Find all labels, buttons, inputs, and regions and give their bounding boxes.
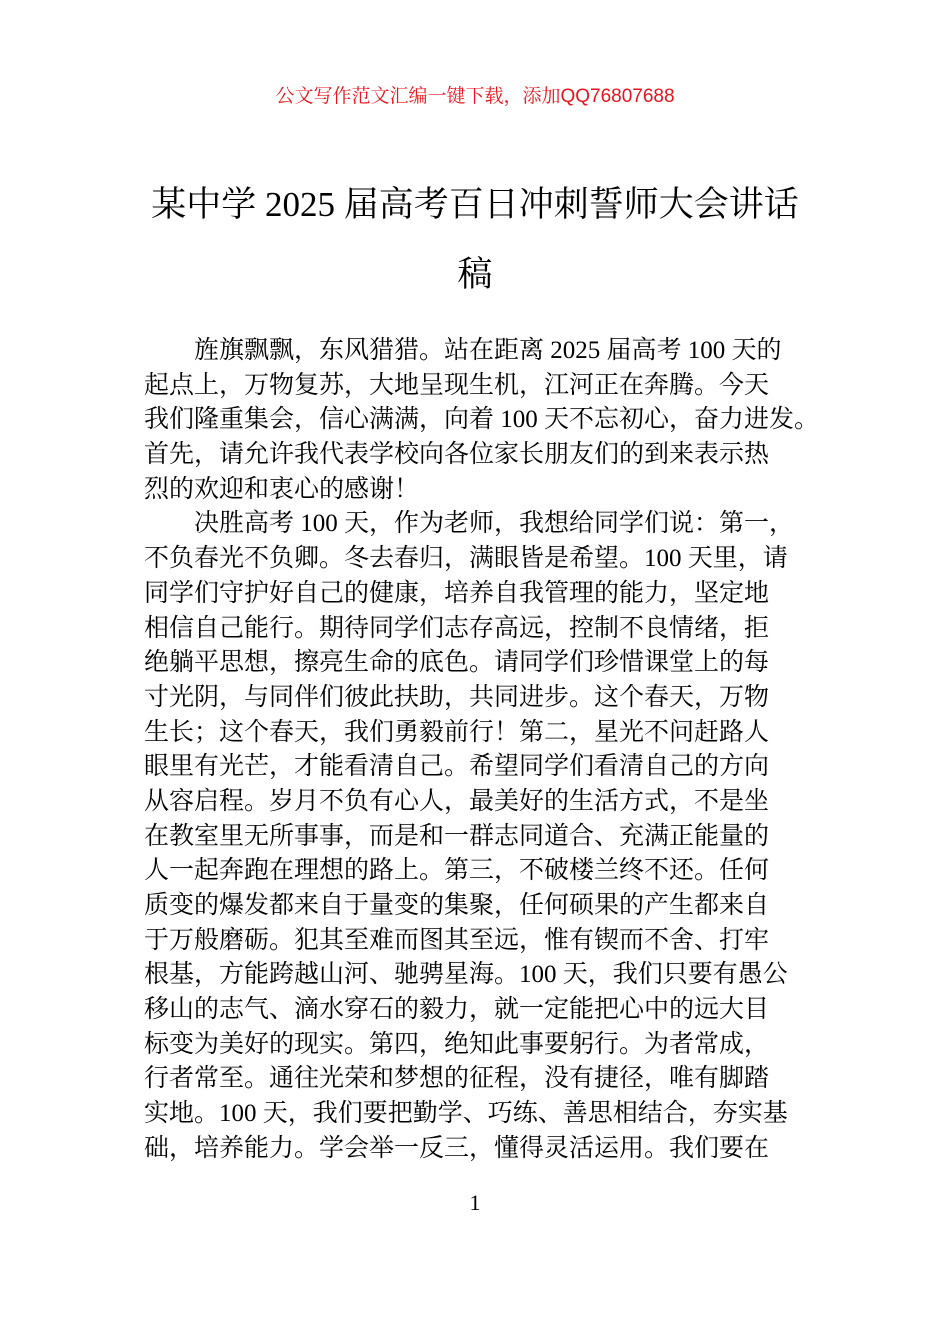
text-line: 决胜高考 100 天，作为老师，我想给同学们说：第一， xyxy=(194,510,795,538)
text-line: 起点上，万物复苏，大地呈现生机，江河正在奔腾。今天 xyxy=(144,371,770,399)
text-line: 同学们守护好自己的健康，培养自我管理的能力，坚定地 xyxy=(144,579,770,607)
text-line: 从容启程。岁月不负有心人，最美好的生活方式，不是坐 xyxy=(144,787,770,815)
paragraph xyxy=(144,507,814,1166)
text-line: 于万般磨砺。犯其至难而图其至远，惟有锲而不舍、打牢 xyxy=(144,926,770,954)
document-title xyxy=(100,170,850,310)
text-line: 寸光阴，与同伴们彼此扶助，共同进步。这个春天，万物 xyxy=(144,683,770,711)
text-line: 移山的志气、滴水穿石的毅力，就一定能把心中的远大目 xyxy=(144,996,770,1024)
text-line: 眼里有光芒，才能看清自己。希望同学们看清自己的方向 xyxy=(144,753,770,781)
text-line: 首先，请允许我代表学校向各位家长朋友们的到来表示热 xyxy=(144,441,770,469)
text-line: 实地。100 天，我们要把勤学、巧练、善思相结合，夯实基 xyxy=(144,1100,788,1128)
text-line: 相信自己能行。期待同学们志存高远，控制不良情绪，拒 xyxy=(144,614,770,642)
text-line: 生长；这个春天，我们勇毅前行！第二，星光不问赶路人 xyxy=(144,718,770,746)
text-line: 烈的欢迎和衷心的感谢！ xyxy=(144,475,420,503)
text-line: 标变为美好的现实。第四，绝知此事要躬行。为者常成， xyxy=(144,1030,770,1058)
page-number: 1 xyxy=(469,1190,481,1215)
text-line: 在教室里无所事事，而是和一群志同道合、充满正能量的 xyxy=(144,822,770,850)
title-line-1: 某中学 2025 届高考百日冲刺誓师大会讲话 xyxy=(151,185,799,224)
text-line: 旌旗飘飘，东风猎猎。站在距离 2025 届高考 100 天的 xyxy=(194,337,782,364)
text-line: 我们隆重集会，信心满满，向着 100 天不忘初心，奋力进发。 xyxy=(144,406,820,434)
text-line: 础，培养能力。学会举一反三，懂得灵活运用。我们要在 xyxy=(144,1134,770,1162)
text-line: 绝躺平思想，擦亮生命的底色。请同学们珍惜课堂上的每 xyxy=(144,649,770,677)
text-line: 行者常至。通往光荣和梦想的征程，没有捷径，唯有脚踏 xyxy=(144,1065,770,1093)
title-line-2: 稿 xyxy=(457,255,493,294)
text-line: 不负春光不负卿。冬去春归，满眼皆是希望。100 天里，请 xyxy=(144,545,788,573)
text-line: 根基，方能跨越山河、驰骋星海。100 天，我们只要有愚公 xyxy=(144,961,788,989)
paragraph xyxy=(144,334,820,507)
document-body xyxy=(144,334,820,1167)
text-line: 质变的爆发都来自于量变的集聚，任何硕果的产生都来自 xyxy=(144,892,770,919)
text-line: 人一起奔跑在理想的路上。第三，不破楼兰终不还。任何 xyxy=(144,857,770,885)
promo-header: 公文写作范文汇编一键下载，添加QQ76807688 xyxy=(275,86,675,107)
